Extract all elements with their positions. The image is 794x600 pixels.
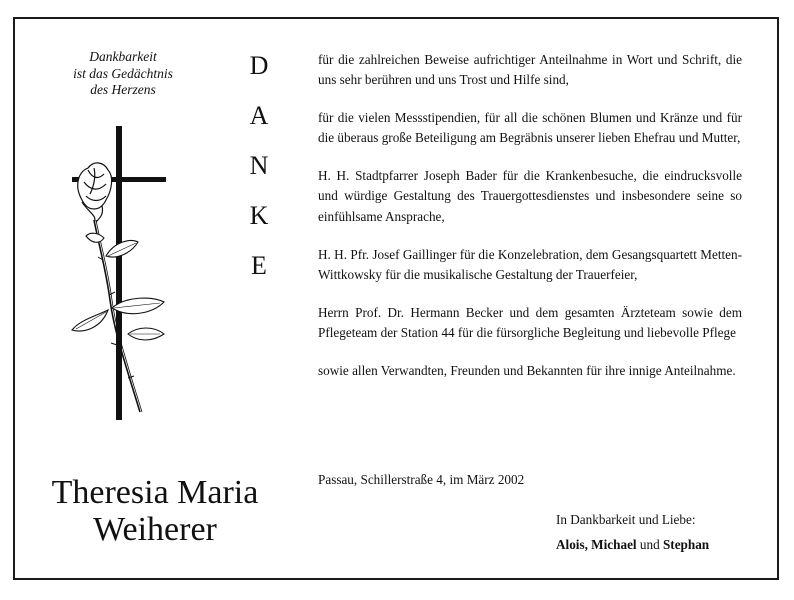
danke-heading	[244, 50, 274, 300]
deceased-name	[20, 474, 290, 548]
motto-line: des Herzens	[90, 82, 156, 97]
place-date: Passau, Schillerstraße 4, im März 2002	[318, 472, 525, 487]
thanks-paragraph: für die zahlreichen Beweise aufrichtiger Anteilnahme in Wort und Schrift, die uns sehr berühren und uns Trost und Hilfe sind,	[318, 52, 742, 88]
signer-names-1: Alois, Michael	[556, 537, 637, 552]
thanks-text	[318, 50, 742, 399]
thanks-paragraph: für die vielen Messstipendien, für all die schönen Blumen und Kränze und für die überaus große Beteiligung am Begräbnis unserer lieben Ehefrau und Mutter,	[318, 110, 742, 146]
cross-with-rose-illustration	[54, 120, 204, 420]
danke-letter: E	[251, 251, 267, 280]
deceased-name-line1: Theresia Maria	[51, 474, 259, 511]
thanks-paragraph: H. H. Stadtpfarrer Joseph Bader für die Krankenbesuche, die eindrucksvolle und würdige Gestaltung des Trauergottesdienstes und insbesondere seine so einfühlsame Ansprache,	[318, 168, 742, 224]
closing-phrase: In Dankbarkeit und Liebe:	[556, 512, 696, 527]
rose-bloom	[78, 163, 112, 222]
thanks-paragraph: Herrn Prof. Dr. Hermann Becker und dem gesamten Ärzteteam sowie dem Pflegeteam der Station 44 für die fürsorgliche Begleitung und liebevolle Pflege	[318, 304, 742, 340]
signer-names-2: Stephan	[662, 537, 710, 552]
signer-joiner: und	[636, 537, 663, 552]
danke-letter: N	[249, 151, 269, 180]
motto-line: Dankbarkeit	[89, 49, 157, 64]
motto-line: ist das Gedächtnis	[73, 65, 173, 81]
danke-letter: D	[249, 51, 269, 80]
danke-letter: K	[249, 201, 269, 230]
danke-letter: A	[249, 101, 269, 130]
motto	[44, 49, 202, 99]
signers	[556, 535, 776, 555]
thanks-paragraph: sowie allen Verwandten, Freunden und Bekannten für ihre innige Anteilnahme.	[318, 362, 736, 378]
thanks-paragraph: H. H. Pfr. Josef Gaillinger für die Konzelebration, dem Gesangsquartett Metten-Wittkowsky für die musikalische Gestaltung der Trauerfeier,	[318, 246, 742, 282]
cross-vertical-beam	[116, 126, 122, 420]
deceased-name-line2: Weiherer	[93, 511, 217, 548]
